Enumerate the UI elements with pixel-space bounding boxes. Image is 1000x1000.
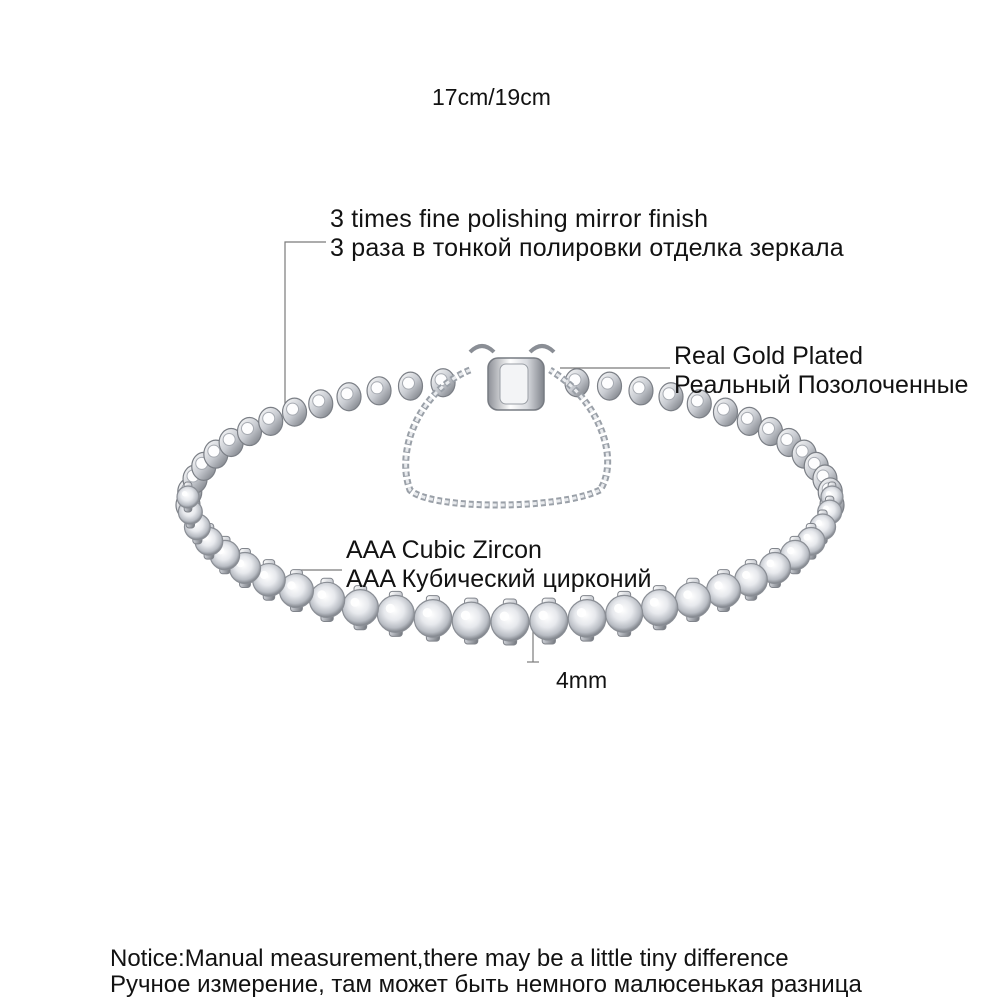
zircon-stone — [606, 591, 643, 636]
size-label: 17cm/19cm — [432, 84, 551, 110]
bracelet-link — [367, 377, 391, 405]
gold-label-ru: Реальный Позолоченные — [674, 371, 969, 399]
bracelet-link — [713, 398, 737, 426]
zircon-stone — [309, 578, 344, 621]
polish-label-en: 3 times fine polishing mirror finish — [330, 205, 709, 233]
zircon-stone — [452, 598, 490, 644]
zircon-stone — [491, 599, 529, 645]
zircon-stone — [530, 598, 568, 644]
zircon-stone — [568, 596, 606, 642]
bracelet-link — [598, 372, 622, 400]
bracelet-link — [259, 407, 283, 435]
width-label: 4mm — [556, 667, 608, 693]
bracelet-link — [629, 377, 653, 405]
bracelet-link — [309, 390, 333, 418]
bracelet-link — [337, 383, 361, 411]
zircon-stone — [377, 591, 414, 636]
bracelet-link — [283, 398, 307, 426]
bracelet-link — [237, 418, 261, 446]
zircon-label-en: AAA Cubic Zircon — [346, 536, 542, 564]
clasp — [470, 346, 554, 410]
notice-ru: Ручное измерение, там может быть немного малюсенькая разница — [110, 971, 862, 998]
bracelet-link — [398, 372, 422, 400]
zircon-stone — [675, 578, 710, 621]
gold-label-en: Real Gold Plated — [674, 342, 864, 370]
notice-en: Notice:Manual measurement,there may be a little tiny difference — [110, 945, 789, 972]
zircon-stone — [414, 596, 452, 642]
bracelet-link — [737, 407, 761, 435]
zircon-label-ru: AAA Кубический цирконий — [346, 565, 652, 593]
polish-label-ru: 3 раза в тонкой полировки отделка зеркала — [330, 234, 844, 262]
